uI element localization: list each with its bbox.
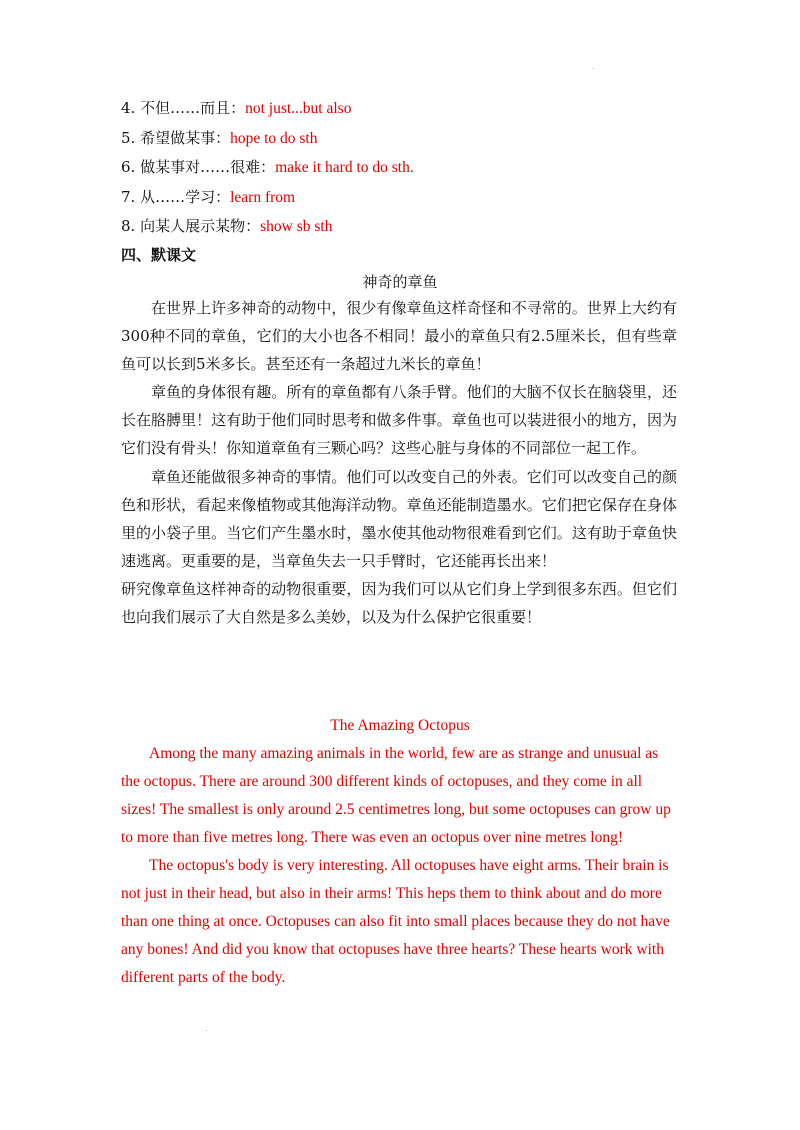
vocab-en: hope to do sth	[230, 129, 318, 147]
english-paragraph: Among the many amazing animals in the world, few are as strange and unusual as the octopus. There are around 300 different kinds of octopuses, and they come in all sizes! The smallest is only around 2.5 centimetres long, but some octopuses can grow up to more than five metres long. There was even an octopus over nine metres long!	[121, 745, 671, 846]
vocab-cn: 8. 向某人展示某物：	[121, 217, 261, 235]
section-heading: 四、默课文	[121, 246, 197, 264]
vocab-cn: 4. 不但……而且：	[121, 99, 246, 117]
english-passage	[121, 740, 677, 992]
vocab-en: not just...but also	[245, 100, 352, 117]
corner-mark: .	[592, 62, 595, 71]
chinese-paragraph: 研究像章鱼这样神奇的动物很重要，因为我们可以从它们身上学到很多东西。但它们也向我们展示了大自然是多么美妙，以及为什么保护它很重要！	[121, 579, 677, 627]
vocab-item	[121, 214, 721, 244]
vocab-item	[121, 185, 721, 215]
chinese-paragraph: 章鱼还能做很多神奇的事情。他们可以改变自己的外表。它们可以改变自己的颜色和形状，看起来像植物或其他海洋动物。章鱼还能制造墨水。它们把它保存在身体里的小袋子里。当它们产生墨水时，墨水使其他动物很难看到它们。这有助于章鱼快速逃离。更重要的是，当章鱼失去一只手臂时，它还能再长出来！	[121, 467, 677, 570]
english-paragraph: The octopus's body is very interesting. All octopuses have eight arms. Their brain is not just in their head, but also in their arms! This heps them to think about and do more than one thing at once. Octopuses can also fit into small places because they do not have any bones! And did you know that octopuses have three hearts? These hearts work with different parts of the body.	[121, 857, 670, 986]
corner-mark: .	[205, 1024, 208, 1033]
vocab-en: show sb sth	[260, 218, 333, 235]
vocab-en: make it hard to do sth.	[275, 159, 414, 176]
vocab-cn: 7. 从……学习：	[121, 187, 231, 206]
english-title: The Amazing Octopus	[330, 717, 470, 734]
chinese-paragraph: 在世界上许多神奇的动物中，很少有像章鱼这样奇怪和不寻常的。世界上大约有300种不同的章鱼，它们的大小也各不相同！最小的章鱼只有2.5厘米长，但有些章鱼可以长到5米多长。甚至还有一条超过九米长的章鱼！	[121, 299, 677, 374]
vocab-item	[121, 96, 721, 126]
vocab-en: learn from	[230, 188, 296, 206]
vocab-cn: 5. 希望做某事：	[121, 128, 231, 147]
vocab-item	[121, 126, 721, 156]
chinese-title: 神奇的章鱼	[362, 273, 438, 291]
chinese-paragraph: 章鱼的身体很有趣。所有的章鱼都有八条手臂。他们的大脑不仅长在脑袋里，还长在胳膊里！这有助于他们同时思考和做多件事。章鱼也可以装进很小的地方，因为它们没有骨头！你知道章鱼有三颗心吗？这些心脏与身体的不同部位一起工作。	[121, 383, 677, 458]
vocab-item	[121, 155, 721, 185]
vocab-list	[121, 96, 721, 244]
chinese-passage	[121, 294, 677, 631]
vocab-cn: 6. 做某事对……很难：	[121, 158, 276, 176]
